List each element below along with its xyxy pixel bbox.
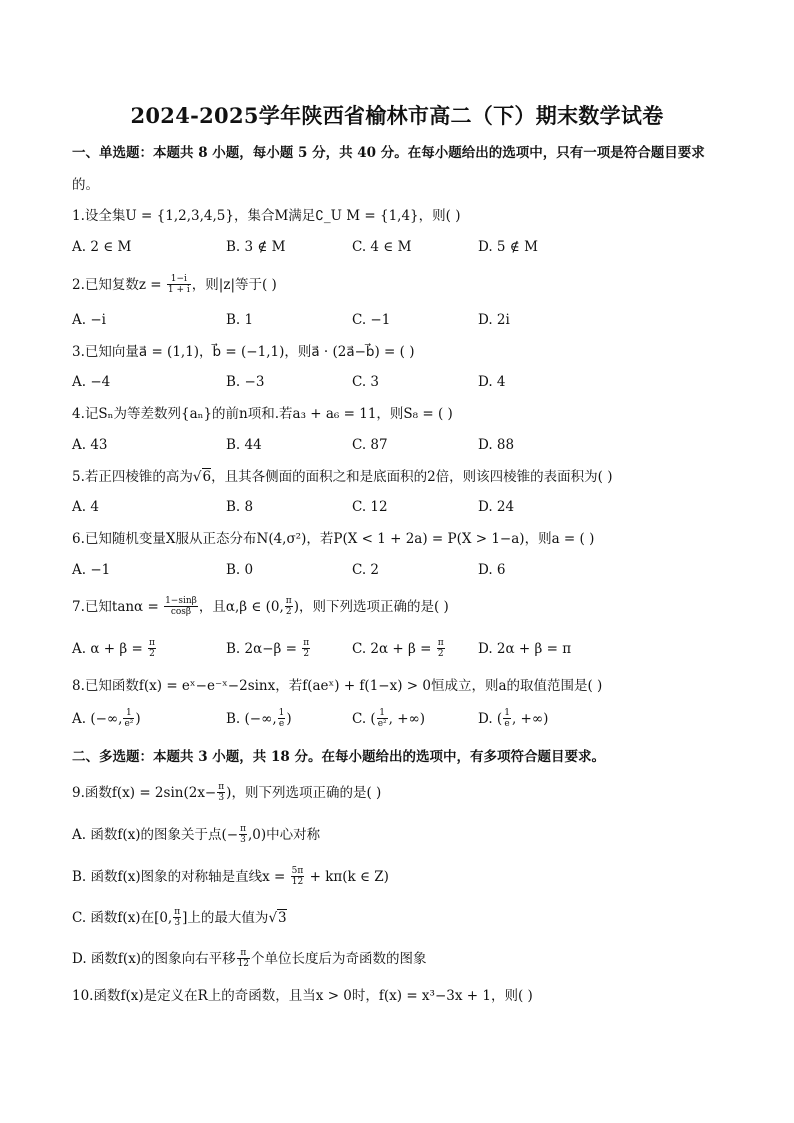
option-text: A. α + β = [72,641,148,657]
q6-option-a: A. −1 [72,562,111,578]
question-9 [72,782,381,804]
denominator: 2 [303,649,310,659]
denominator: 2 [149,649,155,659]
question-8 [72,675,602,697]
q6-option-d: D. 6 [478,562,506,578]
option-text-end: , +∞) [511,711,549,727]
fraction [217,782,225,803]
fraction [167,274,191,295]
option-text: B. 函数f(x)图象的对称轴是直线x = [72,869,290,885]
option-text-end: ) [286,711,292,727]
question-stem: 已知函数f(x) = eˣ−e⁻ˣ−2sinx，若f(aeˣ) + f(1−x) > 0恒成立，则a的取值范围是( ) [84,678,603,694]
q9-option-d [72,948,427,970]
q5-option-b: B. 8 [226,499,254,515]
q3-option-c: C. 3 [352,374,380,390]
option-text: A. (−∞, [72,711,123,727]
numerator: 1 [377,708,388,719]
q4-option-d: D. 88 [478,437,515,453]
section1-label: 一、单选题： [72,145,153,161]
question-4 [72,403,453,425]
numerator: π [437,638,444,648]
option-text: C. ( [352,711,376,727]
question-stem: 函数f(x)是定义在R上的奇函数，且当x > 0时，f(x) = x³−3x + 1，则( ) [93,988,533,1004]
option-text-end: , +∞) [388,711,426,727]
question-stem-b: )，则下列选项正确的是( ) [226,785,382,801]
fraction [123,708,134,729]
question-5: 5.若正四棱锥的高为√6，且其各侧面的面积之和是底面积的2倍，则该四棱锥的表面积为( ) [72,469,613,485]
denominator: e² [377,719,387,729]
q1-option-a: A. 2 ∈ M [72,239,132,255]
denominator: 1 + i [167,285,190,295]
q3-option-a: A. −4 [72,374,111,390]
question-7 [72,596,449,618]
fraction [377,708,388,729]
option-text-mid: ]上的最大值为 [182,910,269,926]
section2-label: 二、多选题： [72,749,153,765]
fraction [437,638,445,659]
option-text: A. 函数f(x)的图象关于点(− [72,827,239,843]
option-text: B. 2α−β = [226,641,302,657]
denominator: 3 [240,835,246,845]
q5-option-c: C. 12 [352,499,388,515]
question-stem-a: 若正四棱锥的高为 [84,469,193,485]
question-6 [72,528,594,550]
option-text-end: ,0)中心对称 [247,827,321,843]
numerator: π [237,948,250,959]
exam-title: 2024-2025学年陕西省榆林市高二（下）期末数学试卷 [130,103,664,128]
option-text-end: + kπ(k ∈ Z) [305,869,389,885]
option-text-end: 个单位长度后为奇函数的图象 [251,951,427,967]
q3-option-b: B. −3 [226,374,265,390]
q2-option-b: B. 1 [226,312,254,328]
question-1 [72,205,460,227]
fraction [291,866,305,887]
q1-option-c: C. 4 ∈ M [352,239,412,255]
numerator: 1 [278,708,285,718]
question-stem-b: ，且其各侧面的面积之和是底面积的2倍，则该四棱锥的表面积为( ) [211,469,613,485]
q8-option-d [478,708,548,730]
section1-heading [72,142,705,164]
question-3 [72,341,414,363]
question-stem: 已知随机变量X服从正态分布N(4,σ²)，若P(X < 1 + 2a) = P(X > 1−a)，则a = ( ) [84,531,595,547]
option-text: C. 2α + β = [352,641,436,657]
q9-option-b [72,866,389,888]
option-text: D. 函数f(x)的图象向右平移 [72,951,236,967]
q7-option-c [352,638,446,660]
q8-option-b [226,708,292,730]
denominator: 12 [237,959,250,969]
question-stem-b: ，则|z|等于( ) [191,277,277,293]
question-number: 1. [72,208,85,224]
question-number: 9. [72,785,85,801]
question-number: 3. [72,344,85,360]
numerator: π [218,782,225,792]
q6-option-c: C. 2 [352,562,380,578]
fraction [302,638,310,659]
numerator: 5π [291,866,304,876]
denominator: 2 [285,607,292,617]
question-number: 7. [72,599,85,615]
question-stem: 设全集U = {1,2,3,4,5}，集合M满足∁_U M = {1,4}，则( ) [84,208,461,224]
question-number: 6. [72,531,85,547]
q5-option-d: D. 24 [478,499,515,515]
section1-desc-cont: 的。 [72,177,99,193]
question-10 [72,985,533,1007]
fraction [278,708,286,729]
question-number: 4. [72,406,85,422]
question-stem: 已知向量a⃗ = (1,1)，b⃗ = (−1,1)，则a⃗ · (2a⃗−b⃗) = ( ) [84,344,415,360]
numerator: π [303,638,310,648]
q8-option-a [72,708,141,730]
q6-option-b: B. 0 [226,562,254,578]
denominator: e² [124,719,134,729]
q2-option-a: A. −i [72,312,106,328]
question-stem-a: 函数f(x) = 2sin(2x− [84,785,217,801]
section1-desc: 本题共 8 小题，每小题 5 分，共 40 分。在每小题给出的选项中，只有一项是符合题目要求 [153,145,705,161]
question-stem: 记Sₙ为等差数列{aₙ}的前n项和.若a₃ + a₆ = 11，则S₈ = ( ) [84,406,453,422]
fraction [237,948,250,969]
q1-option-b: B. 3 ∉ M [226,239,286,255]
denominator: 12 [291,877,304,887]
numerator: 1−i [167,274,191,285]
option-text-end: ) [135,711,141,727]
section2-heading [72,746,605,768]
fraction [503,708,511,729]
numerator: π [240,824,246,834]
q4-option-a: A. 43 [72,437,108,453]
question-number: 8. [72,678,85,694]
q9-option-c: C. 函数f(x)在[0, $\frac{\pi}{3}$ ]上的最大值为√3 [72,907,287,928]
option-text: D. ( [478,711,503,727]
q7-option-a [72,638,157,660]
sqrt-radicand: 6 [202,469,212,485]
numerator: 1 [504,708,510,718]
q3-option-d: D. 4 [478,374,506,390]
q7-option-b [226,638,311,660]
section2-desc: 本题共 3 小题，共 18 分。在每小题给出的选项中，有多项符合题目要求。 [153,749,605,765]
q5-option-a: A. 4 [72,499,99,515]
q1-option-d: D. 5 ∉ M [478,239,538,255]
question-2 [72,274,277,296]
question-number: 5. [72,469,85,485]
denominator: e [504,719,510,729]
numerator: π [149,638,155,648]
question-stem-a: 已知复数z = [84,277,166,293]
denominator: e [278,719,285,729]
fraction [285,596,293,617]
question-number: 2. [72,277,85,293]
question-stem-a: 已知tanα = [84,599,164,615]
numerator: π [285,596,292,606]
option-text: C. 函数f(x)在[0, [72,910,173,926]
sqrt-radicand: 3 [278,910,287,926]
denominator: cosβ [170,607,192,617]
fraction [148,638,156,659]
denominator: 3 [174,918,181,928]
fraction [164,596,198,617]
fraction [239,824,247,845]
q2-option-d: D. 2i [478,312,510,328]
question-stem-b: ，且α,β ∈ (0, [198,599,284,615]
q9-option-a [72,824,320,846]
numerator: π [174,907,181,917]
q8-option-c [352,708,425,730]
q4-option-b: B. 44 [226,437,262,453]
denominator: 3 [218,793,225,803]
numerator: 1−sinβ [165,596,197,606]
numerator: 1 [123,708,134,719]
question-number: 10. [72,988,94,1004]
denominator: 2 [437,649,444,659]
q4-option-c: C. 87 [352,437,388,453]
q2-option-c: C. −1 [352,312,391,328]
question-stem-c: )，则下列选项正确的是( ) [293,599,449,615]
fraction [173,907,181,928]
q7-option-d: D. 2α + β = π [478,641,572,657]
option-text: B. (−∞, [226,711,277,727]
